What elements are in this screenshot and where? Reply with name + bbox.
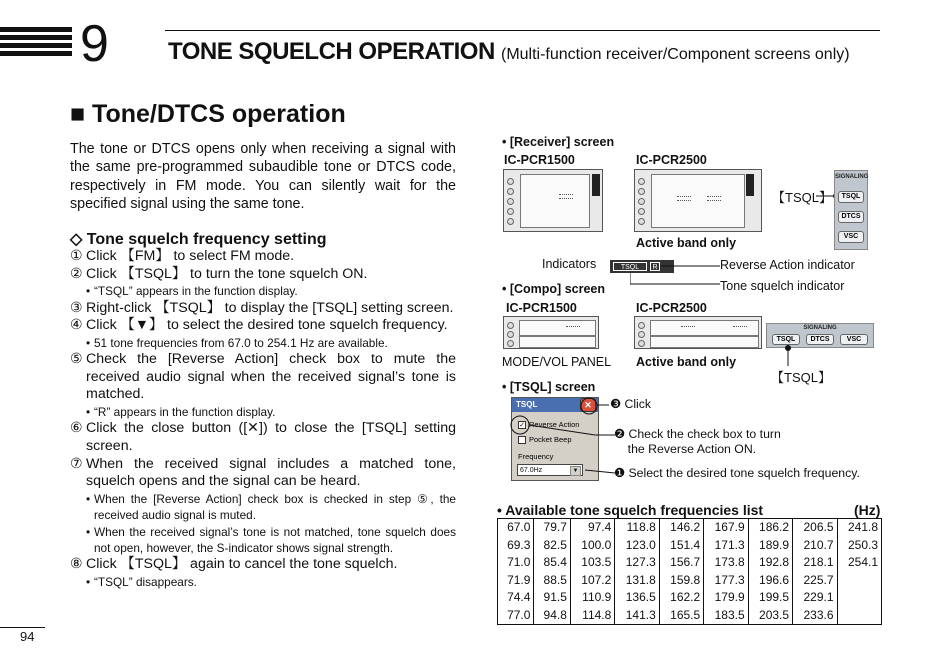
table-cell: 123.0 — [615, 537, 659, 555]
table-cell: 173.8 — [704, 554, 748, 572]
compo-pcr2500-label: IC-PCR2500 — [636, 301, 707, 315]
section-title: ■ Tone/DTCS operation — [70, 100, 346, 128]
table-cell: 210.7 — [793, 537, 837, 555]
table-cell: 203.5 — [748, 607, 792, 625]
step-5: ⑤ Check the [Reverse Action] check box to mute the received audio signal when the received signal’s tone is matched. — [70, 351, 456, 403]
dialog-callout-lines — [505, 395, 625, 485]
table-cell — [837, 572, 882, 590]
tsql-screen-label: • [TSQL] screen — [502, 380, 596, 394]
chapter-tab-bar — [0, 51, 72, 56]
subsection-title: ◇ Tone squelch frequency setting — [70, 231, 327, 248]
tsql-key-label-compo: 【TSQL】 — [771, 370, 831, 385]
chapter-tab-bar — [0, 35, 72, 40]
frequency-label: Frequency — [518, 452, 554, 461]
dtcs-button[interactable]: DTCS — [806, 334, 834, 345]
table-cell: 127.3 — [615, 554, 659, 572]
table-cell: 71.0 — [498, 554, 534, 572]
table-cell: 250.3 — [837, 537, 882, 555]
dtcs-button[interactable]: DTCS — [838, 211, 864, 223]
table-cell: 77.0 — [498, 607, 534, 625]
table-cell: 151.4 — [659, 537, 703, 555]
table-cell: 97.4 — [570, 519, 614, 537]
tsql-indicator: TSQL — [613, 262, 647, 271]
table-row — [498, 519, 882, 537]
tone-squelch-indicator-label: Tone squelch indicator — [720, 279, 845, 293]
receiver-panel-pcr1500 — [503, 169, 603, 232]
table-cell: 189.9 — [748, 537, 792, 555]
table-cell: 241.8 — [837, 519, 882, 537]
step-4: ④ Click 【▼】 to select the desired tone squelch frequency. — [70, 317, 448, 334]
frequency-table-unit: (Hz) — [854, 502, 881, 518]
table-cell: 233.6 — [793, 607, 837, 625]
table-cell: 199.5 — [748, 589, 792, 607]
reverse-action-indicator-label: Reverse Action indicator — [720, 258, 855, 272]
callout-1-select: ❶ Select the desired tone squelch frequency. — [614, 466, 860, 480]
table-cell: 136.5 — [615, 589, 659, 607]
dialog-close-button[interactable]: ✕ — [580, 398, 596, 412]
note: • “R” appears in the function display. — [86, 404, 276, 419]
table-cell: 254.1 — [837, 554, 882, 572]
page-title-text: TONE SQUELCH OPERATION — [168, 38, 495, 65]
tsql-button[interactable]: TSQL — [838, 191, 864, 203]
note: • 51 tone frequencies from 67.0 to 254.1 Hz are available. — [86, 335, 388, 350]
page-title — [168, 38, 850, 66]
table-cell: 165.5 — [659, 607, 703, 625]
receiver-pcr1500-label: IC-PCR1500 — [504, 153, 575, 167]
table-cell: 131.8 — [615, 572, 659, 590]
note: • When the [Reverse Action] check box is checked in step ⑤, the received audio signal is muted. — [86, 491, 456, 523]
table-cell: 192.8 — [748, 554, 792, 572]
table-cell: 74.4 — [498, 589, 534, 607]
table-cell: 71.9 — [498, 572, 534, 590]
step-2: ② Click 【TSQL】 to turn the tone squelch ON. — [70, 265, 368, 282]
active-band-only-label-compo: Active band only — [636, 355, 737, 369]
chapter-tab-bar — [0, 27, 72, 32]
mode-vol-panel-label: MODE/VOL PANEL — [502, 355, 612, 369]
chevron-down-icon[interactable]: ▼ — [570, 466, 581, 476]
table-cell — [837, 607, 882, 625]
table-cell: 88.5 — [534, 572, 570, 590]
table-cell: 79.7 — [534, 519, 570, 537]
table-cell: 85.4 — [534, 554, 570, 572]
reverse-indicator: R — [650, 262, 660, 271]
table-cell: 110.9 — [570, 589, 614, 607]
reverse-action-checkbox[interactable]: ✓ — [519, 422, 525, 429]
table-row — [498, 572, 882, 590]
table-cell: 229.1 — [793, 589, 837, 607]
compo-panel-pcr2500 — [634, 316, 762, 349]
header-rule — [165, 30, 880, 31]
table-row — [498, 589, 882, 607]
step-8: ⑧ Click 【TSQL】 again to cancel the tone squelch. — [70, 556, 398, 573]
callout-2-check: ❷ Check the check box to turn the Reverse Action ON. — [614, 427, 781, 456]
indicator-leader-lines — [630, 262, 725, 288]
table-cell: 107.2 — [570, 572, 614, 590]
compo-pcr1500-label: IC-PCR1500 — [506, 301, 577, 315]
note: • “TSQL” appears in the function display. — [86, 284, 298, 299]
step-7: ⑦ When the received signal includes a matched tone, squelch opens and the signal can be heard. — [70, 455, 456, 490]
table-cell: 186.2 — [748, 519, 792, 537]
table-cell: 91.5 — [534, 589, 570, 607]
callout-3-click: ❸ Click — [610, 397, 652, 411]
signaling-panel-vertical: SIGNALING TSQL DTCS VSC — [834, 170, 868, 250]
frequency-value: 67.0Hz — [520, 467, 543, 474]
compo-panel-pcr1500 — [503, 316, 599, 349]
table-cell: 100.0 — [570, 537, 614, 555]
table-cell: 118.8 — [615, 519, 659, 537]
table-cell: 67.0 — [498, 519, 534, 537]
table-cell: 94.8 — [534, 607, 570, 625]
vsc-button[interactable]: VSC — [840, 334, 868, 345]
vsc-button[interactable]: VSC — [838, 231, 864, 243]
step-3: ③ Right-click 【TSQL】 to display the [TSQL] setting screen. — [70, 299, 454, 316]
chapter-tab-bar — [0, 43, 72, 48]
table-cell: 82.5 — [534, 537, 570, 555]
chapter-number: 9 — [80, 15, 109, 73]
indicators-label: Indicators — [542, 257, 597, 271]
table-cell: 177.3 — [704, 572, 748, 590]
page-number-rule — [0, 627, 45, 628]
table-cell: 159.8 — [659, 572, 703, 590]
table-cell: 69.3 — [498, 537, 534, 555]
frequency-table — [497, 518, 882, 625]
steps-list — [70, 248, 456, 590]
step-1: ① Click 【FM】 to select FM mode. — [70, 248, 295, 264]
reverse-action-label: Reverse Action — [529, 420, 580, 429]
dialog-title: TSQL — [512, 398, 598, 412]
step-6: ⑥ Click the close button ([✕]) to close the [TSQL] setting screen. — [70, 420, 456, 454]
page-subtitle: (Multi-function receiver/Component screens only) — [500, 46, 850, 63]
receiver-screen-label: • [Receiver] screen — [502, 135, 615, 149]
table-cell: 179.9 — [704, 589, 748, 607]
table-cell: 206.5 — [793, 519, 837, 537]
tsql-pointer-line-compo — [782, 344, 794, 368]
table-cell: 183.5 — [704, 607, 748, 625]
table-cell: 141.3 — [615, 607, 659, 625]
intro-paragraph: The tone or DTCS opens only when receiving a signal with the same pre-programmed subaudible tone or DTCS code, respectively in FM mode. You can silently wait for the specified signal using the same tone. — [70, 141, 456, 212]
table-cell: 162.2 — [659, 589, 703, 607]
compo-screen-label: • [Compo] screen — [502, 282, 606, 296]
pocket-beep-label: Pocket Beep — [529, 435, 572, 444]
table-cell: 167.9 — [704, 519, 748, 537]
table-cell: 218.1 — [793, 554, 837, 572]
note: • When the received signal’s tone is not matched, tone squelch does not open, however, the S-indicator shows signal strength. — [86, 524, 456, 555]
table-row — [498, 554, 882, 572]
page-number: 94 — [20, 629, 35, 644]
table-cell: 196.6 — [748, 572, 792, 590]
receiver-pcr2500-label: IC-PCR2500 — [636, 153, 707, 167]
table-row — [498, 607, 882, 625]
table-cell: 103.5 — [570, 554, 614, 572]
table-cell: 171.3 — [704, 537, 748, 555]
table-row — [498, 537, 882, 555]
table-cell: 146.2 — [659, 519, 703, 537]
tsql-button[interactable]: TSQL — [772, 334, 800, 345]
signaling-panel-horizontal: SIGNALING TSQL DTCS VSC — [766, 323, 874, 348]
table-cell: 156.7 — [659, 554, 703, 572]
tsql-key-label: 【TSQL】 — [772, 190, 832, 205]
table-cell: 114.8 — [570, 607, 614, 625]
frequency-table-title: • Available tone squelch frequencies list — [497, 502, 764, 518]
active-band-only-label: Active band only — [636, 236, 737, 250]
receiver-panel-pcr2500 — [634, 169, 762, 232]
note: • “TSQL” disappears. — [86, 574, 197, 589]
table-cell: 225.7 — [793, 572, 837, 590]
table-cell — [837, 589, 882, 607]
